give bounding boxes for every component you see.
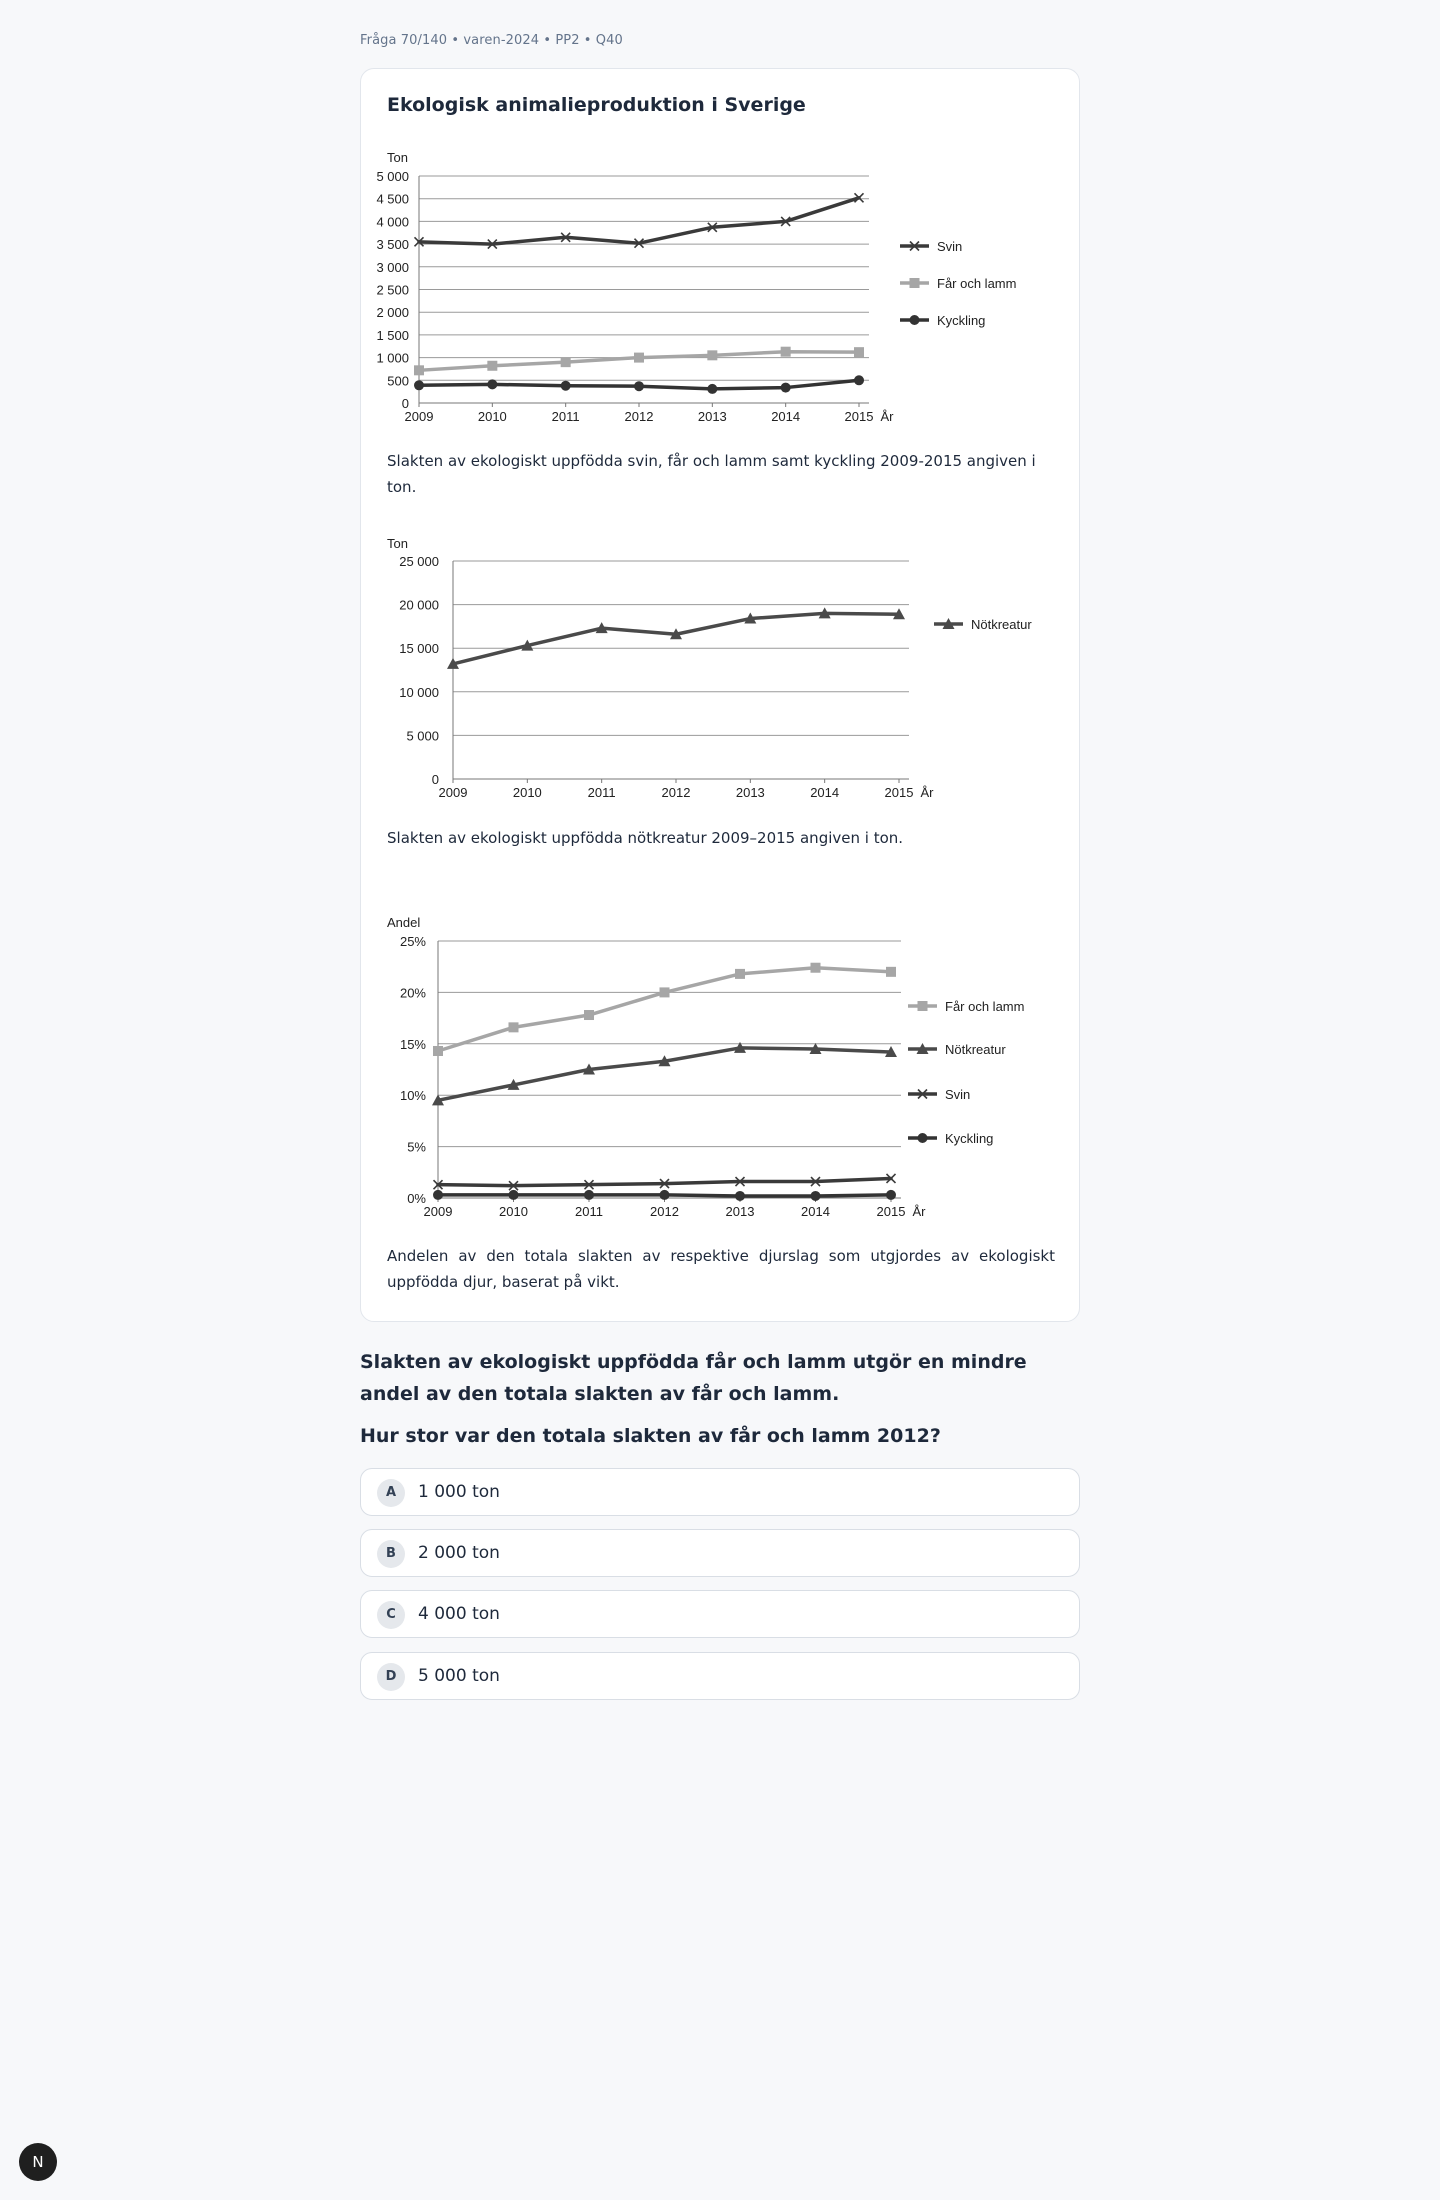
legend-swatch-marker xyxy=(910,278,920,288)
y-tick-label: 2 500 xyxy=(376,282,409,298)
x-tick-label: 2013 xyxy=(697,409,727,424)
chart-caption-2: Slakten av ekologiskt uppfödda nötkreatur 2009–2015 angiven i ton. xyxy=(387,829,904,847)
x-tick-label: 2013 xyxy=(725,1204,755,1219)
data-point-marker xyxy=(854,375,864,385)
data-point-marker xyxy=(886,1190,896,1200)
x-tick-label: 2014 xyxy=(771,409,801,424)
y-tick-label: 0% xyxy=(407,1191,426,1206)
x-axis-title: År xyxy=(920,785,934,800)
x-tick-label: 2009 xyxy=(404,409,434,424)
data-point-marker xyxy=(811,963,821,973)
legend-label: Kyckling xyxy=(945,1131,994,1146)
option-text: 5 000 ton xyxy=(418,1666,500,1686)
legend-label: Kyckling xyxy=(937,313,986,328)
series-får-och-lamm xyxy=(414,347,864,376)
question-stem: Slakten av ekologiskt uppfödda får och lamm utgör en mindre andel av den totala slakten av får och lamm. xyxy=(360,1351,1027,1405)
y-tick-label: 20 000 xyxy=(399,597,439,613)
data-point-marker xyxy=(414,380,424,390)
y-tick-label: 2 000 xyxy=(376,305,409,321)
y-axis-title: Ton xyxy=(387,536,408,551)
y-axis-title: Ton xyxy=(387,150,408,165)
x-tick-label: 2014 xyxy=(810,785,840,800)
y-tick-label: 25% xyxy=(399,934,426,949)
data-point-marker xyxy=(433,1046,443,1056)
y-tick-label: 5 000 xyxy=(406,728,439,744)
data-point-marker xyxy=(781,383,791,393)
data-point-marker xyxy=(509,1022,519,1032)
option-letter-badge: A xyxy=(377,1479,405,1507)
legend-entry xyxy=(908,1131,993,1146)
chart-tonnage-svin-far-kyckling xyxy=(361,137,1081,424)
option-text: 4 000 ton xyxy=(418,1604,500,1624)
option-text: 2 000 ton xyxy=(418,1543,500,1563)
answer-option-b[interactable] xyxy=(360,1529,1080,1577)
app-launcher-button[interactable]: N xyxy=(19,2143,57,2181)
data-point-marker xyxy=(660,987,670,997)
legend-label: Svin xyxy=(937,239,963,254)
chart-andel-ekologisk xyxy=(361,899,1081,1301)
y-tick-label: 10% xyxy=(399,1088,426,1104)
data-point-marker xyxy=(660,1190,670,1200)
x-tick-label: 2013 xyxy=(735,785,765,800)
x-tick-label: 2009 xyxy=(438,785,468,800)
y-tick-label: 3 500 xyxy=(376,237,409,253)
option-letter-badge: D xyxy=(377,1663,405,1691)
y-tick-label: 5% xyxy=(407,1139,426,1155)
question-meta: Fråga 70/140 • varen-2024 • PP2 • Q40 xyxy=(360,33,623,48)
series-får-och-lamm xyxy=(433,963,896,1056)
legend-entry xyxy=(908,1042,1006,1057)
figure-title: Ekologisk animalieproduktion i Sverige xyxy=(387,94,806,116)
x-tick-label: 2011 xyxy=(551,409,580,424)
data-point-marker xyxy=(811,1191,821,1201)
legend-entry xyxy=(908,999,1024,1014)
x-tick-label: 2010 xyxy=(512,785,542,800)
legend-entry xyxy=(900,276,1016,291)
data-point-marker xyxy=(634,353,644,363)
data-point-marker xyxy=(487,361,497,371)
x-tick-label: 2012 xyxy=(650,1204,679,1219)
data-point-marker xyxy=(487,379,497,389)
legend-label: Får och lamm xyxy=(937,276,1017,291)
series-svin xyxy=(434,1174,896,1190)
y-tick-label: 3 000 xyxy=(376,259,409,275)
data-point-marker xyxy=(414,365,424,375)
legend-swatch-marker xyxy=(918,1001,928,1011)
y-tick-label: 1 500 xyxy=(376,327,409,343)
legend-entry xyxy=(900,313,985,328)
data-point-marker xyxy=(707,384,717,394)
y-tick-label: 1 000 xyxy=(376,350,409,366)
data-point-marker xyxy=(433,1190,443,1200)
y-tick-label: 500 xyxy=(387,373,409,389)
option-text: 1 000 ton xyxy=(418,1482,500,1502)
y-tick-label: 4 500 xyxy=(376,191,409,207)
x-tick-label: 2012 xyxy=(661,785,691,800)
y-tick-label: 5 000 xyxy=(376,169,409,184)
x-tick-label: 2015 xyxy=(844,409,874,424)
series-kyckling xyxy=(414,375,864,394)
x-tick-label: 2015 xyxy=(876,1204,906,1219)
x-tick-label: 2010 xyxy=(499,1204,528,1219)
question-ask: Hur stor var den totala slakten av får och lamm 2012? xyxy=(360,1425,941,1447)
data-point-marker xyxy=(584,1190,594,1200)
data-point-marker xyxy=(781,347,791,357)
y-tick-label: 15% xyxy=(399,1036,426,1052)
series-nötkreatur xyxy=(432,1042,897,1105)
data-point-marker xyxy=(735,1191,745,1201)
x-tick-label: 2011 xyxy=(575,1204,603,1219)
answer-option-d[interactable] xyxy=(360,1652,1080,1700)
legend-label: Nötkreatur xyxy=(945,1042,1006,1057)
legend-label: Svin xyxy=(945,1087,971,1102)
legend-swatch-marker xyxy=(910,315,920,325)
series-kyckling xyxy=(433,1190,896,1201)
legend-entry xyxy=(934,617,1032,632)
data-point-marker xyxy=(561,357,571,367)
x-tick-label: 2014 xyxy=(801,1204,830,1219)
x-tick-label: 2012 xyxy=(624,409,654,424)
x-tick-label: 2015 xyxy=(884,785,914,800)
x-tick-label: 2009 xyxy=(423,1204,453,1219)
y-tick-label: 10 000 xyxy=(399,684,439,700)
legend-swatch-marker xyxy=(918,1133,928,1143)
x-axis-title: År xyxy=(912,1204,926,1219)
answer-option-c[interactable] xyxy=(360,1590,1080,1638)
x-axis-title: År xyxy=(880,409,894,424)
data-point-marker xyxy=(561,381,571,391)
y-axis-title: Andel xyxy=(387,915,421,930)
data-point-marker xyxy=(886,967,896,977)
series-line xyxy=(438,968,891,1051)
chart-caption-1: Slakten av ekologiskt uppfödda svin, får och lamm samt kyckling 2009-2015 angiven i ton. xyxy=(387,452,1036,496)
x-tick-label: 2010 xyxy=(477,409,507,424)
figure-card xyxy=(360,68,1080,1322)
legend-label: Får och lamm xyxy=(945,999,1025,1014)
y-tick-label: 25 000 xyxy=(399,554,439,569)
y-tick-label: 0 xyxy=(431,772,439,787)
answer-option-a[interactable] xyxy=(360,1468,1080,1516)
y-tick-label: 20% xyxy=(399,985,426,1001)
data-point-marker xyxy=(634,381,644,391)
x-tick-label: 2011 xyxy=(587,785,616,800)
y-tick-label: 4 000 xyxy=(376,214,409,230)
series-nötkreatur xyxy=(447,607,905,669)
legend-label: Nötkreatur xyxy=(971,617,1032,632)
data-point-marker xyxy=(707,350,717,360)
data-point-marker xyxy=(735,969,745,979)
option-letter-badge: C xyxy=(377,1601,405,1629)
legend-entry xyxy=(908,1087,970,1102)
option-letter-badge: B xyxy=(377,1540,405,1568)
data-point-marker xyxy=(509,1190,519,1200)
legend-entry xyxy=(900,239,962,254)
chart-caption-3: Andelen av den totala slakten av respektive djurslag som utgjordes av ekologiskt uppfödda djur, baserat på vikt. xyxy=(387,1247,1055,1291)
y-tick-label: 0 xyxy=(401,396,409,411)
data-point-marker xyxy=(584,1010,594,1020)
chart-tonnage-notkreatur xyxy=(361,523,1081,800)
y-tick-label: 15 000 xyxy=(399,641,439,657)
data-point-marker xyxy=(854,347,864,357)
